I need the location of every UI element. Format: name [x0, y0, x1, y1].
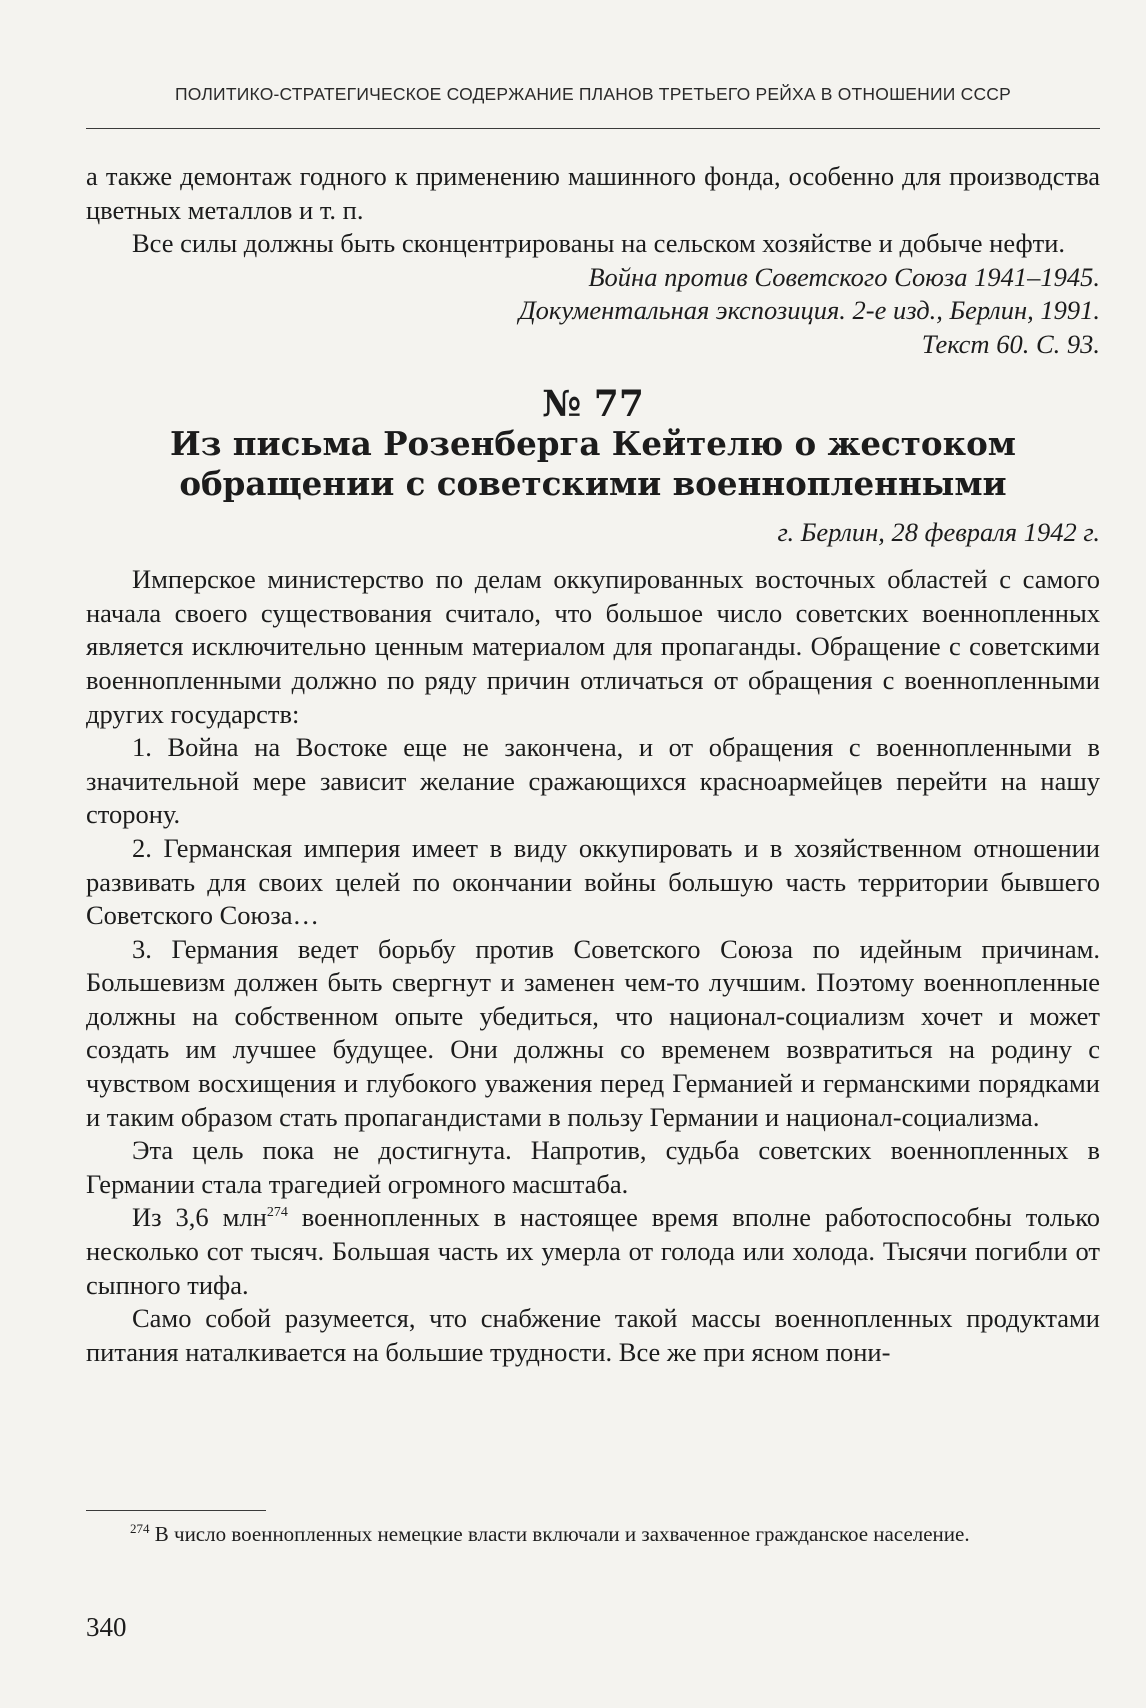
- source-line-3: Текст 60. С. 93.: [921, 328, 1100, 359]
- source-line-2: Документальная экспозиция. 2-е изд., Берлин, 1991.: [518, 295, 1100, 326]
- document-paragraph-2: 1. Война на Востоке еще не закончена, и от обращения с военнопленными в значительной мере зависит желание сражающихся красноармейцев перейти на нашу сторону.: [86, 732, 1100, 830]
- document-paragraph-4: 3. Германия ведет борьбу против Советского Союза по идейным причинам. Большевизм должен быть свергнут и заменен чем-то лучшим. Поэтому военнопленные должны на собственном опыте убедиться, что национал-социализм хочет и может создать им лучшее будущее. Они должны со временем возвратиться на родину с чувством восхищения и глубокого уважения перед Германией и германскими порядками и таким образом стать пропагандистами в пользу Германии и национал-социализма.: [86, 933, 1100, 1132]
- footnote-text: В число военнопленных немецкие власти включали и захваченное гражданское население.: [149, 1522, 970, 1546]
- running-title: ПОЛИТИКО-СТРАТЕГИЧЕСКОЕ СОДЕРЖАНИЕ ПЛАНОВ ТРЕТЬЕГО РЕЙХА В ОТНОШЕНИИ СССР: [174, 84, 1012, 104]
- document-paragraph-1: Имперское министерство по делам оккупированных восточных областей с самого начала своего существования считало, что большое число советских военнопленных является исключительно ценным материалом для пропаганды. Обращение с советскими военнопленными должно по ряду причин отличаться от обращения с военнопленными других государств:: [86, 564, 1100, 729]
- footnote: [86, 1520, 1100, 1549]
- document-title: Из письма Розенберга Кейтелю о жестоком обращении с советскими военнопленными: [170, 423, 1016, 503]
- header-rule: [86, 128, 1100, 129]
- footnote-reference[interactable]: 274: [266, 1205, 288, 1221]
- footnote-rule: [86, 1510, 266, 1511]
- source-line-1: Война против Советского Союза 1941–1945.: [588, 261, 1100, 292]
- document-paragraph-5: Эта цель пока не достигнута. Напротив, судьба советских военнопленных в Германии стала трагедией огромного масштаба.: [86, 1135, 1100, 1199]
- document-number: № 77: [542, 382, 644, 425]
- document-paragraph-6: [86, 1201, 1100, 1302]
- intro-paragraph-2: Все силы должны быть сконцентрированы на сельском хозяйстве и добыче нефти.: [132, 228, 1066, 259]
- intro-paragraph-1: а также демонтаж годного к применению машинного фонда, особенно для производства цветных металлов и т. п.: [86, 161, 1100, 225]
- document-paragraph-3: 2. Германская империя имеет в виду оккупировать и в хозяйственном отношении развивать для своих целей по окончании войны большую часть территории бывшего Советского Союза…: [86, 832, 1100, 931]
- page-number: 340: [86, 1612, 127, 1642]
- paragraph-6-rest: военнопленных в настоящее время вполне работоспособны только несколько сот тысяч. Большая часть их умерла от голода или холода. Тысячи погибли от сыпного тифа.: [86, 1202, 1100, 1300]
- source-citation: [86, 261, 1100, 362]
- footnote-mark: 274: [130, 1521, 150, 1536]
- page-body: [86, 160, 1100, 1369]
- document-place-date: г. Берлин, 28 февраля 1942 г.: [777, 516, 1100, 547]
- document-paragraph-7: Само собой разумеется, что снабжение такой массы военнопленных продуктами питания наталкивается на большие трудности. Все же при ясном пони-: [86, 1303, 1100, 1367]
- paragraph-6-start: Из 3,6 млн: [132, 1202, 267, 1233]
